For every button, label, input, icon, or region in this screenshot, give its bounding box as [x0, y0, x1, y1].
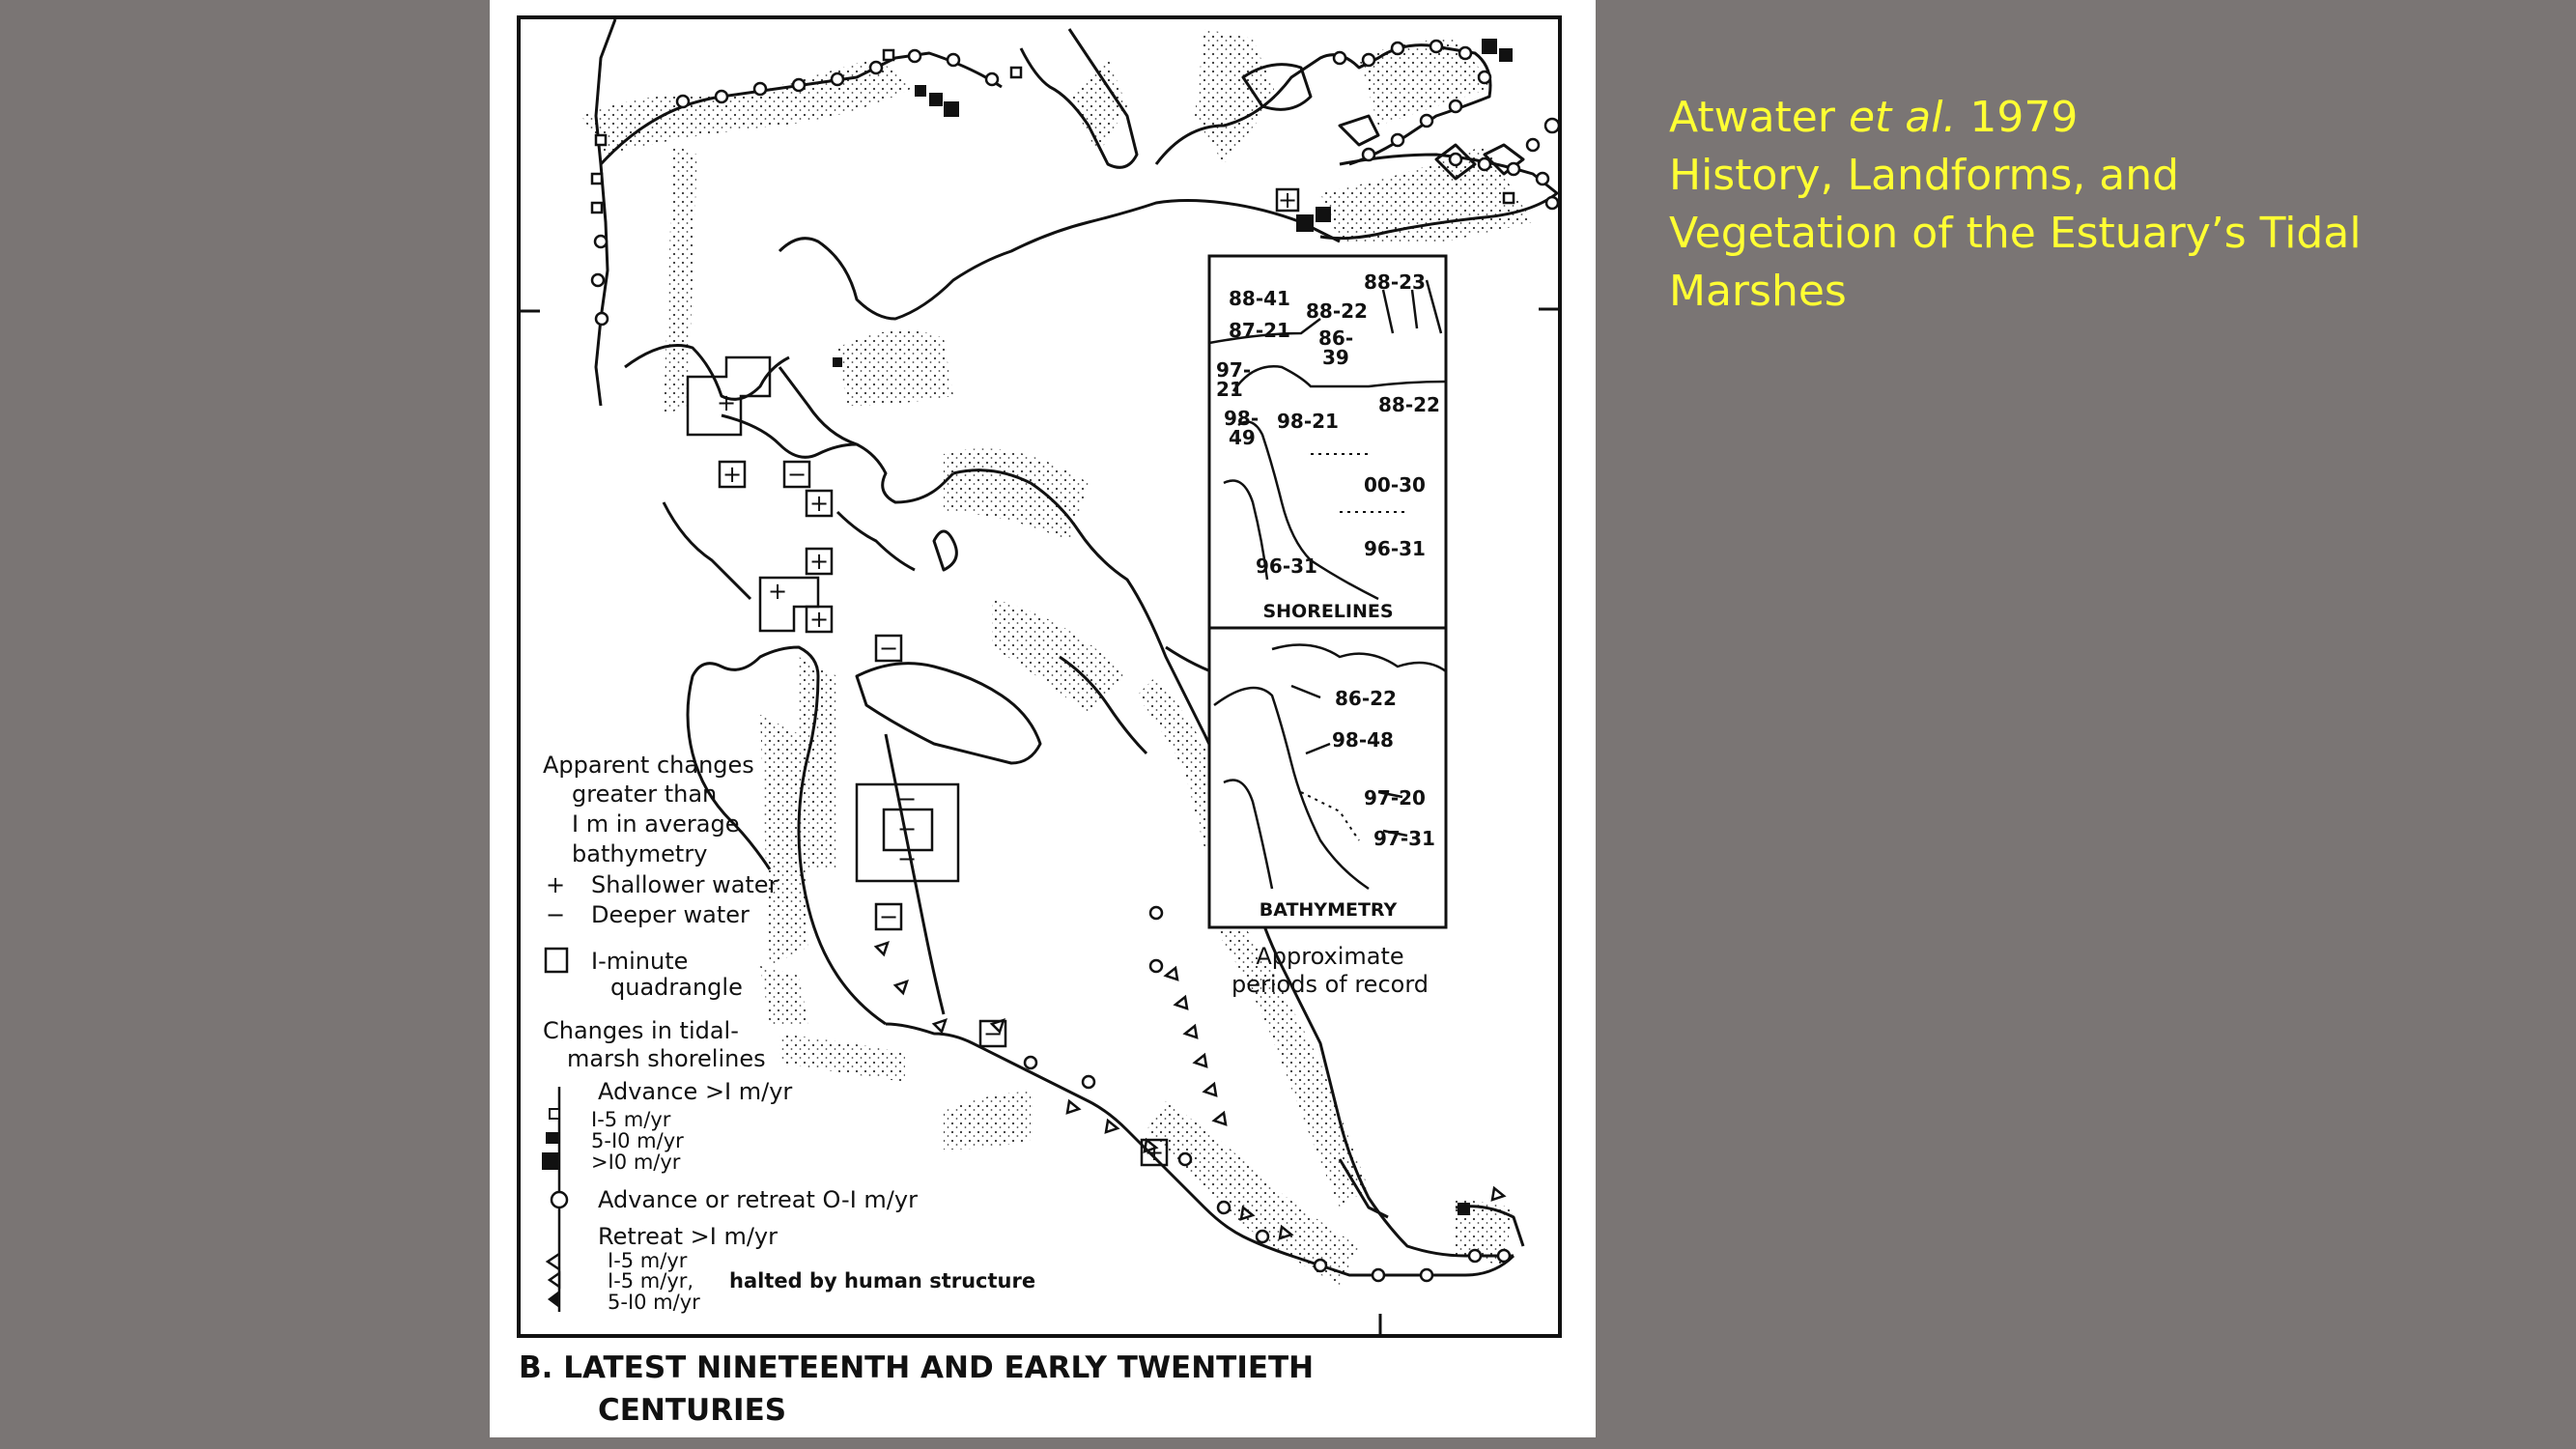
- bathy-lbl-2: 97-20: [1364, 786, 1426, 810]
- bathy-lbl-3: 97-31: [1373, 827, 1435, 850]
- sign-plus-7: +: [808, 606, 830, 633]
- legend-quad-symbol: [546, 949, 567, 972]
- legend-ret-2a: I-5 m/yr,: [608, 1269, 694, 1293]
- sign-plus-6: +: [767, 578, 788, 605]
- sign-minus-11: −: [896, 845, 918, 872]
- legend-retreat: Retreat >I m/yr: [598, 1223, 778, 1250]
- legend-marsh-1: Changes in tidal-: [543, 1017, 739, 1044]
- shore-lbl-14: 96-31: [1256, 554, 1317, 578]
- periods-label-2: periods of record: [1231, 971, 1430, 998]
- shore-lbl-2: 88-22: [1306, 299, 1368, 323]
- legend-heading-2: greater than: [572, 781, 718, 808]
- citation-caption: [1669, 89, 2403, 321]
- shore-lbl-4: 86-: [1318, 327, 1354, 350]
- sign-minus-8: −: [878, 635, 899, 662]
- legend-ret-3: 5-I0 m/yr: [608, 1291, 700, 1314]
- bathy-lbl-1: 98-48: [1332, 728, 1394, 752]
- bathymetry-inset-frame: [1209, 628, 1446, 927]
- sign-plus-5: +: [808, 548, 830, 575]
- sign-plus-14: +: [1144, 1139, 1165, 1166]
- caption-line-1: [1669, 89, 2403, 147]
- shore-lbl-0: 88-41: [1229, 287, 1290, 310]
- shore-lbl-7: 21: [1216, 378, 1243, 401]
- sign-minus-13: −: [982, 1020, 1004, 1047]
- legend-heading-1: Apparent changes: [543, 752, 754, 779]
- legend-adv-mid-symbol: [546, 1132, 559, 1144]
- caption-line-2: History, Landforms, and: [1669, 151, 2180, 200]
- sign-plus-4: +: [808, 490, 830, 517]
- shorelines-inset: [1209, 256, 1446, 628]
- historical-map: [490, 0, 1596, 1437]
- legend-adv-1: I-5 m/yr: [591, 1108, 671, 1131]
- sign-plus-15: +: [1277, 186, 1298, 213]
- legend-quad-2: quadrangle: [610, 974, 743, 1001]
- legend-adv-small-symbol: [550, 1109, 559, 1119]
- caption-year: 1979: [1956, 93, 2079, 142]
- periods-label-1: Approximate: [1256, 943, 1404, 970]
- caption-etal: et al.: [1848, 93, 1957, 142]
- sign-minus-3: −: [786, 461, 807, 488]
- legend-ret-1-symbol: [548, 1254, 559, 1269]
- sign-plus-2: +: [722, 461, 743, 488]
- shore-lbl-13: 96-31: [1364, 537, 1426, 560]
- legend-plus-symbol: +: [546, 871, 566, 898]
- sign-minus-9: −: [896, 785, 918, 812]
- legend-stable: Advance or retreat O-I m/yr: [598, 1186, 918, 1213]
- shore-lbl-10: 98-21: [1277, 410, 1339, 433]
- legend-minus-symbol: −: [546, 901, 566, 928]
- bathymetry-inset: [1209, 628, 1446, 927]
- shore-lbl-1: 88-23: [1364, 270, 1426, 294]
- legend-adv-3: >I0 m/yr: [591, 1151, 681, 1174]
- legend-deeper: Deeper water: [591, 901, 750, 928]
- bathymetry-inset-title: BATHYMETRY: [1259, 899, 1398, 921]
- shore-lbl-8: 98-: [1224, 407, 1260, 430]
- legend-ret-2b: halted by human structure: [729, 1269, 1036, 1293]
- legend-marsh-2: marsh shorelines: [567, 1045, 766, 1072]
- shore-lbl-6: 97-: [1216, 358, 1252, 382]
- shore-lbl-3: 87-21: [1229, 319, 1290, 342]
- legend-adv-large-symbol: [542, 1152, 559, 1170]
- caption-line-4: Marshes: [1669, 267, 1847, 316]
- sign-minus-12: −: [878, 903, 899, 930]
- legend-heading-3: I m in average: [572, 810, 740, 838]
- caption-line-3: Vegetation of the Estuary’s Tidal: [1669, 209, 2362, 258]
- figure-panel: [490, 0, 1596, 1437]
- legend-ret-2-symbol: [550, 1273, 559, 1287]
- figure-title-2: CENTURIES: [598, 1393, 787, 1428]
- figure-title-1: B. LATEST NINETEENTH AND EARLY TWENTIETH: [519, 1350, 1315, 1385]
- shorelines-inset-title: SHORELINES: [1262, 601, 1394, 622]
- sign-minus-10: −: [896, 815, 918, 842]
- legend-heading-4: bathymetry: [572, 840, 708, 867]
- shore-lbl-11: 88-22: [1378, 393, 1440, 416]
- caption-author: Atwater: [1669, 93, 1849, 142]
- legend-ret-1: I-5 m/yr: [608, 1249, 688, 1272]
- legend-advance: Advance >I m/yr: [598, 1078, 793, 1105]
- shore-lbl-12: 00-30: [1364, 473, 1426, 497]
- shore-lbl-9: 49: [1229, 426, 1256, 449]
- bathy-lbl-0: 86-22: [1335, 687, 1397, 710]
- legend-adv-2: 5-I0 m/yr: [591, 1129, 684, 1152]
- legend-stable-symbol: [552, 1192, 567, 1208]
- legend-shallower: Shallower water: [591, 871, 778, 898]
- legend-quad-1: I-minute: [591, 948, 689, 975]
- legend-ret-3-symbol: [548, 1291, 559, 1308]
- sign-plus-1: +: [716, 389, 737, 416]
- shore-lbl-5: 39: [1322, 346, 1349, 369]
